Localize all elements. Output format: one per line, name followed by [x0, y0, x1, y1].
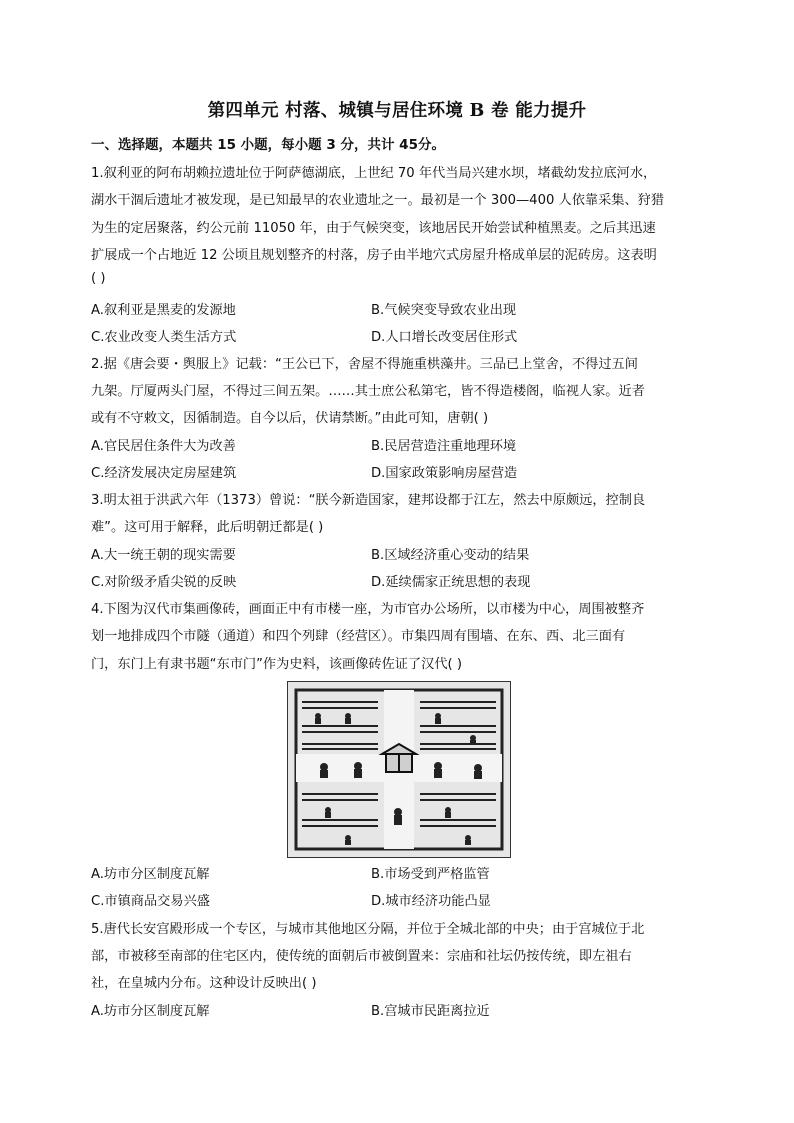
q1-line: 湖水干涸后遗址才被发现，是已知最早的农业遗址之一。最初是一个 300—400 人依靠采集、狩猎 — [91, 193, 665, 208]
q4-line: 4.下图为汉代市集画像砖，画面正中有市楼一座，为市官办公场所，以市楼为中心，周围被整齐 — [91, 602, 645, 617]
q1-option-c: C.农业改变人类生活方式 — [91, 330, 237, 345]
q5-option-b: B.宫城市民距离拉近 — [371, 1004, 490, 1019]
q1-option-d: D.人口增长改变居住形式 — [371, 330, 518, 345]
q1-line: 为生的定居聚落，约公元前 11050 年，由于气候突变，该地居民开始尝试种植黑麦。之后其迅速 — [91, 221, 656, 236]
market-brick-drawing — [288, 682, 510, 857]
q5-line: 社，在皇城内分布。这种设计反映出( ) — [91, 976, 317, 991]
q3-option-d: D.延续儒家正统思想的表现 — [371, 575, 531, 590]
q5-line: 部，市被移至南部的住宅区内，使传统的面朝后市被倒置来：宗庙和社坛仍按传统，即左祖右 — [91, 949, 632, 964]
q4-option-b: B.市场受到严格监管 — [371, 867, 490, 882]
page-title: 第四单元 村落、城镇与居住环境 B 卷 能力提升 — [207, 101, 587, 121]
q1-line: 1.叙利亚的阿布胡赖拉遗址位于阿萨德湖底，上世纪 70 年代当局兴建水坝，堵截幼发拉底河水， — [91, 166, 657, 181]
q5-line: 5.唐代长安宫殿形成一个专区，与城市其他地区分隔，并位于全城北部的中央；由于宫城位于北 — [91, 922, 645, 937]
q3-line: 难”。这可用于解释，此后明朝迁都是( ) — [91, 520, 324, 535]
q2-option-a: A.官民居住条件大为改善 — [91, 439, 236, 454]
q4-option-a: A.坊市分区制度瓦解 — [91, 867, 210, 882]
q1-option-a: A.叙利亚是黑麦的发源地 — [91, 303, 236, 318]
q2-line: 九架。厅厦两头门屋，不得过三间五架。……其士庶公私第宅，皆不得造楼阁，临视人家。近者 — [91, 384, 645, 399]
q1-answer-blank: ( ) — [91, 271, 106, 286]
q5-option-a: A.坊市分区制度瓦解 — [91, 1004, 210, 1019]
q3-option-a: A.大一统王朝的现实需要 — [91, 548, 236, 563]
q3-option-c: C.对阶级矛盾尖锐的反映 — [91, 575, 237, 590]
q3-option-b: B.区域经济重心变动的结果 — [371, 548, 530, 563]
q4-line: 划一地排成四个市隧（通道）和四个列肆（经营区）。市集四周有围墙、在东、西、北三面有 — [91, 629, 626, 644]
q2-option-d: D.国家政策影响房屋营造 — [371, 466, 518, 481]
q2-option-c: C.经济发展决定房屋建筑 — [91, 466, 237, 481]
q4-option-d: D.城市经济功能凸显 — [371, 894, 491, 909]
han-market-brick-image — [287, 681, 511, 858]
section-heading: 一、选择题，本题共 15 小题，每小题 3 分，共计 45分。 — [91, 137, 445, 153]
q2-option-b: B.民居营造注重地理环境 — [371, 439, 517, 454]
q2-line: 或有不守敕文，因循制造。自今以后，伏请禁断。”由此可知，唐朝( ) — [91, 411, 489, 426]
q4-line: 门，东门上有隶书题“东市门”作为史料，该画像砖佐证了汉代( ) — [91, 657, 463, 672]
q4-option-c: C.市镇商品交易兴盛 — [91, 894, 210, 909]
q2-line: 2.据《唐会要・舆服上》记载：“王公已下，舍屋不得施重栱藻井。三品已上堂舍，不得过五间 — [91, 357, 638, 372]
q1-line: 扩展成一个占地近 12 公顷且规划整齐的村落，房子由半地穴式房屋升格成单层的泥砖房。这表明 — [91, 248, 657, 263]
q1-option-b: B.气候突变导致农业出现 — [371, 303, 517, 318]
q3-line: 3.明太祖于洪武六年（1373）曾说：“朕今新造国家，建邦设都于江左，然去中原颇远，控制良 — [91, 493, 646, 508]
